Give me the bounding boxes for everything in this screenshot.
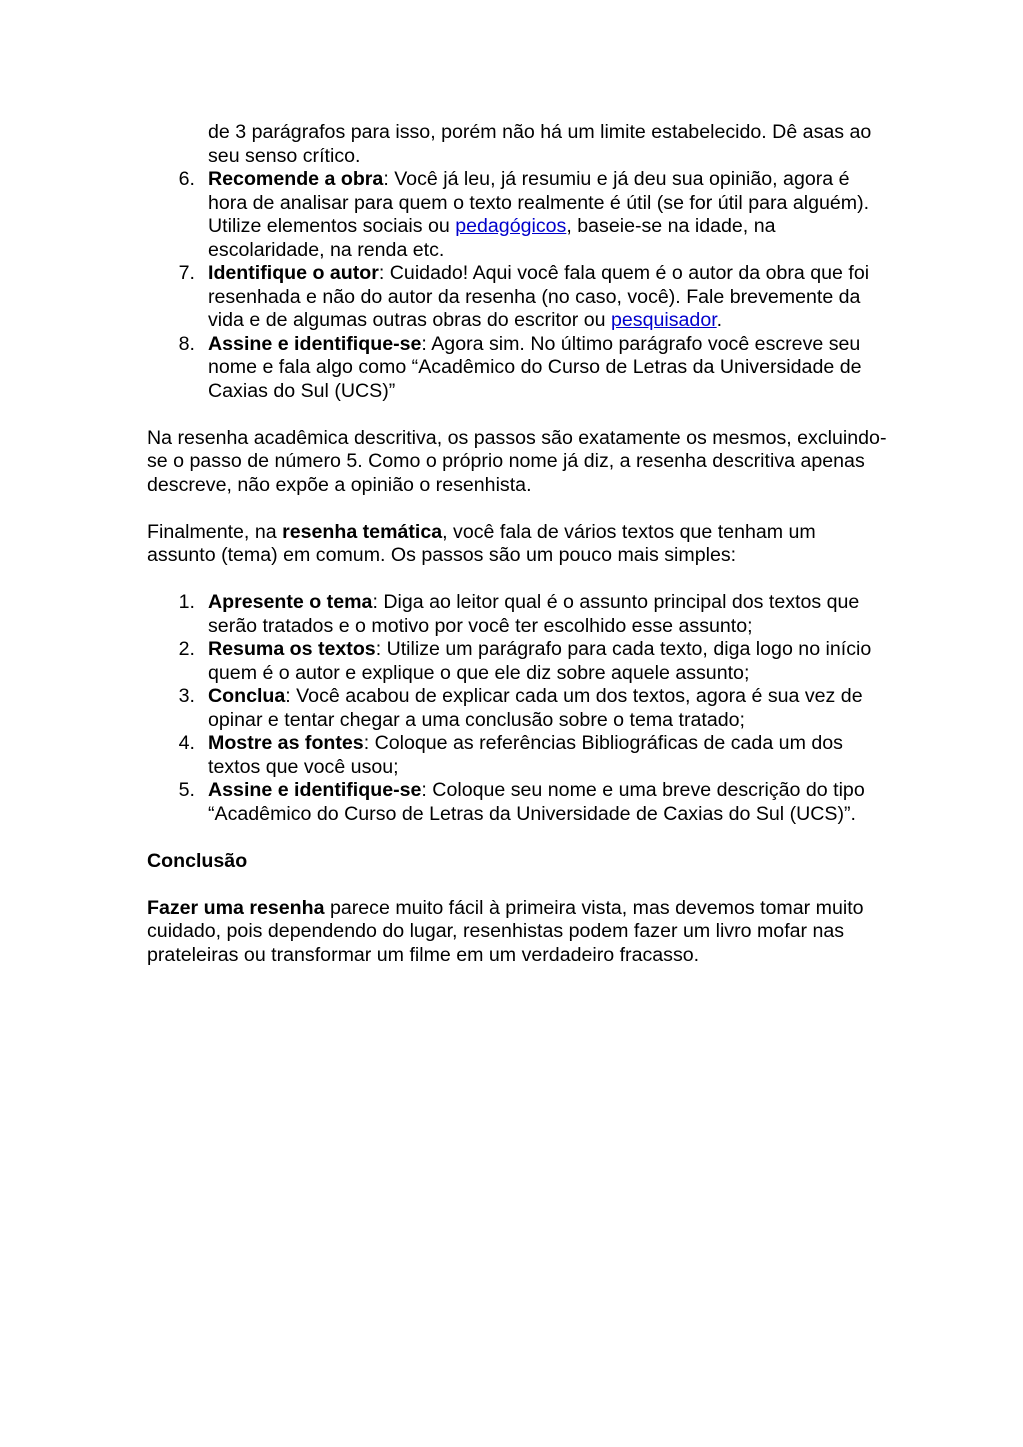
list-item-number: 5. <box>178 779 195 801</box>
paragraph-gap <box>147 497 887 521</box>
paragraph-text: parece muito fácil à primeira vista, mas devemos tomar muito cuidado, pois dependendo do lugar, resenhistas podem fazer um livro mofar nas prateleiras ou transformar um filme em um verdadeiro fracasso. <box>147 896 864 966</box>
link-pedagogicos[interactable]: pedagógicos <box>455 215 567 237</box>
list-item-number: 4. <box>178 732 195 754</box>
paragraph-gap <box>147 873 887 897</box>
list-item-text: , baseie-se na idade, na escolaridade, na renda etc. <box>208 215 776 261</box>
list-item-title: Conclua <box>208 685 286 707</box>
list-item-text: : Coloque seu nome e uma breve descrição do tipo “Acadêmico do Curso de Letras da Universidade de Caxias do Sul (UCS)”. <box>208 779 865 825</box>
list-item <box>147 333 887 404</box>
paragraph-bold: resenha temática <box>282 520 443 543</box>
list-item-text: : Você já leu, já resumiu e já deu sua opinião, agora é hora de analisar para quem o texto realmente é útil (se for útil para alguém). Utilize elementos sociais ou <box>208 168 870 237</box>
list-item-title: Assine e identifique-se <box>208 779 422 801</box>
list-item-title: Apresente o tema <box>208 591 373 613</box>
paragraph-tematica <box>147 521 887 568</box>
list-item-text: : Cuidado! Aqui você fala quem é o autor da obra que foi resenhada e não do autor da resenha (no caso, você). Fale brevemente da vida e de algumas outras obras do escritor ou <box>208 262 870 331</box>
list-item <box>147 685 887 732</box>
list-item-text: : Utilize um parágrafo para cada texto, diga logo no início quem é o autor e explique o que ele diz sobre aquele assunto; <box>208 638 872 684</box>
list-item-title: Mostre as fontes <box>208 732 364 754</box>
paragraph-text: , você fala de vários textos que tenham um assunto (tema) em comum. Os passos são um pouco mais simples: <box>147 520 816 566</box>
list-item <box>147 638 887 685</box>
list-item <box>147 732 887 779</box>
link-pesquisador[interactable]: pesquisador <box>610 309 717 331</box>
paragraph-descritiva: Na resenha acadêmica descritiva, os passos são exatamente os mesmos, excluindo-se o passo de número 5. Como o próprio nome já diz, a resenha descritiva apenas descreve, não expõe a opinião o resenhista. <box>147 426 887 496</box>
paragraph-gap <box>147 826 887 850</box>
list-item <box>147 779 887 826</box>
list-item-text: : Você acabou de explicar cada um dos textos, agora é sua vez de opinar e tentar chegar a uma conclusão sobre o tema tratado; <box>208 685 863 731</box>
list-item-title: Assine e identifique-se <box>208 332 422 355</box>
list-item-number: 8. <box>178 332 195 355</box>
paragraph-conclusao <box>147 897 887 968</box>
list-item-number: 3. <box>178 685 195 707</box>
list-item-title: Identifique o autor <box>208 262 379 284</box>
paragraph-text: Finalmente, na <box>147 520 283 543</box>
heading-text: Conclusão <box>147 849 248 872</box>
list-item-continuation <box>147 121 887 168</box>
list-item-text: : Agora sim. No último parágrafo você escreve seu nome e fala algo como “Acadêmico do Curso de Letras da Universidade de Caxias do Sul (UCS)” <box>208 332 862 402</box>
list-item <box>147 262 887 333</box>
paragraph-gap <box>147 403 887 427</box>
document-body <box>147 121 887 967</box>
list-item-text: de 3 parágrafos para isso, porém não há um limite estabelecido. Dê asas ao seu senso crítico. <box>208 121 872 167</box>
list-item-number: 6. <box>178 168 195 190</box>
list-item-title: Resuma os textos <box>208 638 376 660</box>
paragraph-gap <box>147 568 887 592</box>
section-heading-conclusao <box>147 850 887 874</box>
list-item <box>147 168 887 262</box>
list-item-number: 1. <box>178 591 195 613</box>
paragraph-bold: Fazer uma resenha <box>147 896 325 919</box>
list-item-number: 2. <box>178 638 195 660</box>
list-item <box>147 591 887 638</box>
list-item-text: . <box>716 309 723 331</box>
list-item-number: 7. <box>178 262 195 284</box>
list-item-text: : Coloque as referências Bibliográficas de cada um dos textos que você usou; <box>208 732 843 778</box>
list-item-title: Recomende a obra <box>208 168 384 190</box>
list-item-text: : Diga ao leitor qual é o assunto principal dos textos que serão tratados e o motivo por você ter escolhido esse assunto; <box>208 591 860 637</box>
